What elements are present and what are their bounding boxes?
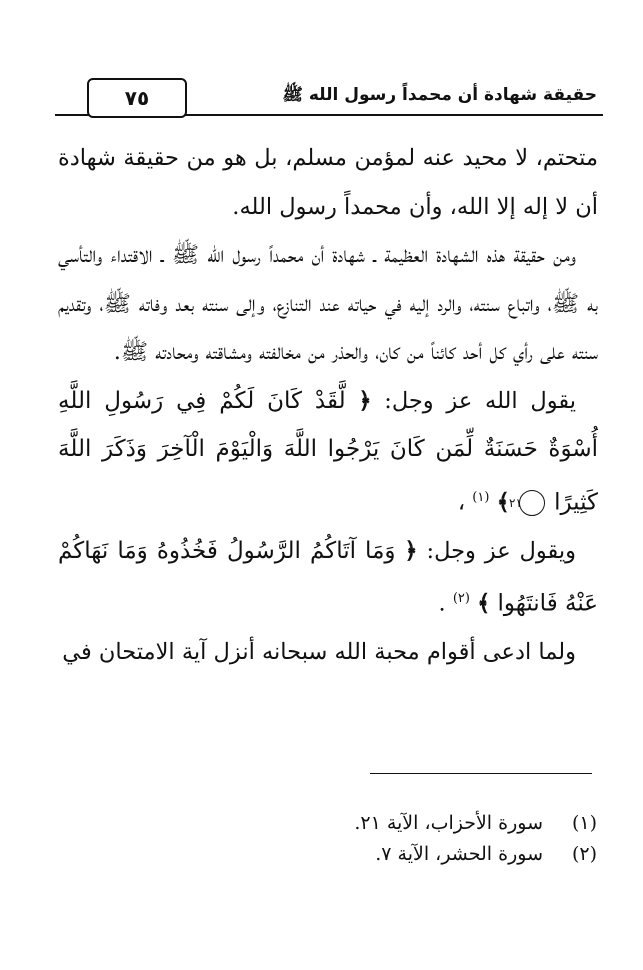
punctuation: ،	[457, 489, 466, 515]
punctuation: .	[438, 590, 446, 617]
quran-brace-open: ﴿	[404, 537, 418, 564]
quran-verse-hashr-7: وَمَا آتَاكُمُ الرَّسُولُ فَخُذُوهُ وَمَا نَهَاكُمْ عَنْهُ فَانتَهُوا	[58, 537, 598, 617]
quran-verse-ahzab-21: لَّقَدْ كَانَ لَكُمْ فِي رَسُولِ اللَّهِ أُسْوَةٌ حَسَنَةٌ لِّمَن كَانَ يَرْجُوا اللَّهَ وَالْيَوْمَ الْآخِرَ وَذَكَرَ اللَّهَ كَثِيرًا	[58, 387, 598, 515]
footnote-separator	[370, 773, 592, 774]
quran-brace-close: ﴾	[477, 590, 491, 617]
paragraph-4	[58, 527, 598, 629]
running-title: حقيقة شهادة أن محمداً رسول الله ﷺ	[282, 85, 597, 105]
footnote-item	[297, 839, 597, 870]
ayah-number-marker: ٢١	[519, 490, 545, 516]
quran-brace-open: ﴿	[358, 387, 372, 414]
paragraph-3	[58, 377, 598, 527]
page-header	[55, 78, 603, 118]
verse-intro-2: ويقول عز وجل:	[417, 537, 576, 564]
paragraph-2: ومن حقيقة هذه الشهادة العظيمة ـ شهادة أن محمداً رسول الله ﷺ ـ الاقتداء والتأسي به ﷺ، واتباع سنته، والرد إليه في حياته عند التنازع، وإلى سنته بعد وفاته ﷺ، وتقديم سنته على رأي كل أحد كائناً من كان، والحذر من مخالفته ومشاقته ومحادته ﷺ.	[58, 242, 598, 365]
quran-brace-close: ﴾	[496, 489, 510, 515]
paragraph-1: متحتم، لا محيد عنه لمؤمن مسلم، بل هو من حقيقة شهادة أن لا إله إلا الله، وأن محمداً رسول الله.	[58, 145, 598, 220]
footnote-ref-1: (١)	[472, 489, 490, 505]
main-text	[58, 134, 598, 677]
footnote-text: سورة الأحزاب، الآية ٢١.	[354, 812, 543, 834]
footnote-number: (٢)	[571, 843, 597, 865]
footnote-item	[297, 808, 597, 839]
footnote-text: سورة الحشر، الآية ٧.	[375, 843, 543, 865]
verse-intro-1: يقول الله عز وجل:	[371, 387, 576, 414]
footnotes	[297, 808, 597, 870]
paragraph-5: ولما ادعى أقوام محبة الله سبحانه أنزل آية الامتحان في	[62, 639, 576, 665]
page-number: ٧٥	[87, 78, 187, 118]
footnote-number: (١)	[571, 812, 597, 834]
footnote-ref-2: (٢)	[452, 591, 470, 606]
